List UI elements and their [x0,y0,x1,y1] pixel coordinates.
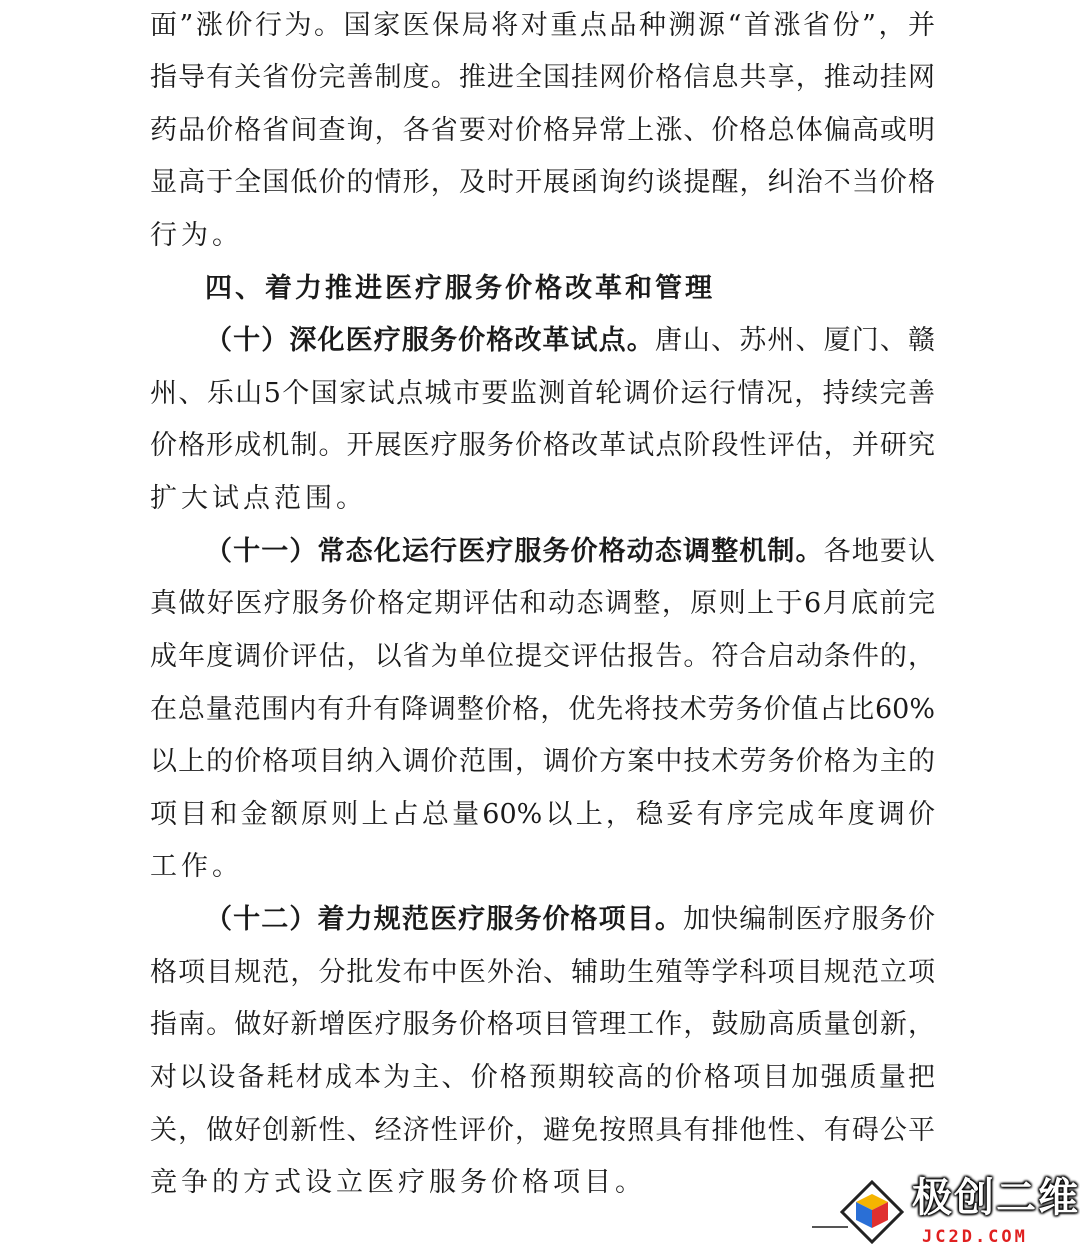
paragraph-line: 关，做好创新性、经济性评价，避免按照具有排他性、有碍公平 [150,1115,935,1146]
watermark-url: JC2D.COM [922,1227,1028,1247]
item-11-title: （十一）常态化运行医疗服务价格动态调整机制。 [205,536,824,567]
item-10-text: 唐山、苏州、厦门、赣 [654,325,936,356]
cube-logo-icon [840,1180,904,1244]
item-11-text: 各地要认 [823,536,936,567]
paragraph-line: 格项目规范，分批发布中医外治、辅助生殖等学科项目规范立项 [150,957,935,988]
item-10-first-line [205,315,935,367]
paragraph-line: 真做好医疗服务价格定期评估和动态调整，原则上于6月底前完 [150,588,935,619]
item-12-text: 加快编制医疗服务价 [683,904,936,935]
item-12-title: （十二）着力规范医疗服务价格项目。 [205,904,684,935]
item-10-title: （十）深化医疗服务价格改革试点。 [205,325,655,356]
paragraph-line: 以上的价格项目纳入调价范围，调价方案中技术劳务价格为主的 [150,746,935,777]
paragraph-line: 指南。做好新增医疗服务价格项目管理工作，鼓励高质量创新， [150,1009,935,1040]
paragraph-line: 价格形成机制。开展医疗服务价格改革试点阶段性评估，并研究 [150,430,935,461]
paragraph-line: 项目和金额原则上占总量60%以上，稳妥有序完成年度调价 [150,799,935,830]
paragraph-line: 工作。 [150,851,243,882]
paragraph-line: 州、乐山5个国家试点城市要监测首轮调价运行情况，持续完善 [150,378,935,409]
item-11-first-line [205,526,935,578]
paragraph-line: 在总量范围内有升有降调整价格，优先将技术劳务价值占比60% [150,694,935,725]
paragraph-line: 行为。 [150,220,243,251]
paragraph-line: 成年度调价评估，以省为单位提交评估报告。符合启动条件的， [150,641,935,672]
section-heading: 四、着力推进医疗服务价格改革和管理 [205,273,715,304]
paragraph-line: 竞争的方式设立医疗服务价格项目。 [150,1167,646,1198]
paragraph-line: 显高于全国低价的情形，及时开展函询约谈提醒，纠治不当价格 [150,167,935,198]
paragraph-line: 扩大试点范围。 [150,483,367,514]
paragraph-line: 药品价格省间查询，各省要对价格异常上涨、价格总体偏高或明 [150,115,935,146]
watermark [836,1170,1080,1256]
paragraph-line: 对以设备耗材成本为主、价格预期较高的价格项目加强质量把 [150,1062,935,1093]
paragraph-line: 面”涨价行为。国家医保局将对重点品种溯源“首涨省份”，并 [150,10,935,41]
item-12-first-line [205,894,935,946]
watermark-title: 极创二维 [912,1175,1080,1221]
paragraph-line: 指导有关省份完善制度。推进全国挂网价格信息共享，推动挂网 [150,62,935,93]
